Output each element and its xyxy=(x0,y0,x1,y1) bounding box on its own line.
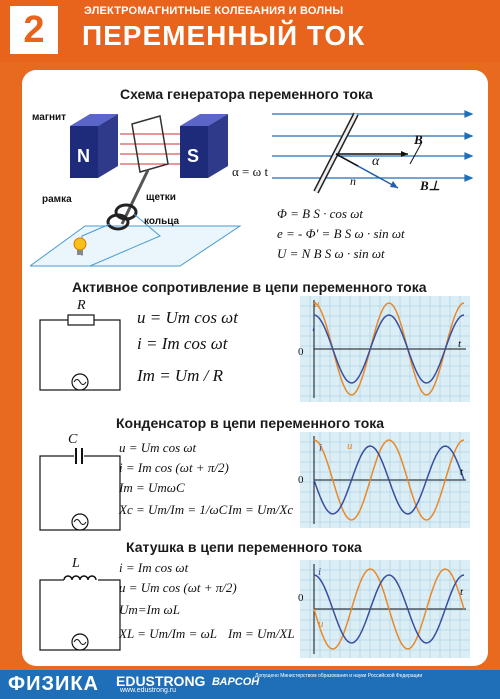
magnet-n-label: N xyxy=(77,146,90,166)
vector-b-label: B xyxy=(414,132,423,147)
header xyxy=(0,0,500,62)
resistor-title: Активное сопротивление в цепи переменного тока xyxy=(72,279,427,295)
page-title: ПЕРЕМЕННЫЙ ТОК xyxy=(82,20,366,51)
resistor-graph xyxy=(300,296,470,402)
capacitor-title: Конденсатор в цепи переменного тока xyxy=(116,415,385,431)
inductor-i-formula: i = Im cos ωt xyxy=(119,560,189,575)
label-rings: кольца xyxy=(144,216,180,227)
inductor-graph-i-label: i xyxy=(318,566,322,578)
inductor-um-formula: Um=Im ωL xyxy=(119,602,180,617)
footer-approval: Допущено Министерством образования и науки Российской Федерации xyxy=(255,673,423,679)
page-subtitle: ЭЛЕКТРОМАГНИТНЫЕ КОЛЕБАНИЯ И ВОЛНЫ xyxy=(84,5,344,17)
footer-subject: ФИЗИКА xyxy=(8,673,99,695)
capacitor-graph-zero-label: 0 xyxy=(298,474,304,486)
inductor-xl-formula: XL = Um/Im = ωL xyxy=(119,626,217,641)
label-brushes: щетки xyxy=(146,192,176,203)
footer-publisher: ВАРСОН xyxy=(212,676,260,688)
magnet-s-label: S xyxy=(187,146,200,166)
inductor-u-formula: u = Um cos (ωt + π/2) xyxy=(119,580,237,595)
label-frame: рамка xyxy=(42,194,72,205)
inductor-circuit xyxy=(36,570,126,656)
resistor-symbol-label: R xyxy=(77,298,86,313)
inductor-graph xyxy=(300,560,470,658)
chapter-number: 2 xyxy=(10,6,58,54)
resistor-u-formula: u = Um cos ωt xyxy=(137,308,238,327)
inductor-im-formula: Im = Um/XL xyxy=(228,626,295,641)
label-magnet: магнит xyxy=(32,112,67,123)
resistor-i-formula: i = Im cos ωt xyxy=(137,334,228,353)
resistor-graph-i-label: i xyxy=(312,322,316,334)
emf-formula: e = - Φ' = B S ω · sin ωt xyxy=(277,226,405,241)
capacitor-i-formula: i = Im cos (ωt + π/2) xyxy=(119,460,229,475)
capacitor-graph-i-label: i xyxy=(319,442,323,454)
inductor-symbol-label: L xyxy=(72,556,80,571)
capacitor-graph xyxy=(300,432,470,528)
resistor-graph-u-label: u xyxy=(314,298,320,310)
inductor-graph-zero-label: 0 xyxy=(298,592,304,604)
capacitor-symbol-label: C xyxy=(68,432,78,447)
inductor-title: Катушка в цепи переменного тока xyxy=(126,539,362,555)
resistor-graph-zero-label: 0 xyxy=(298,346,304,358)
vector-n-label: n xyxy=(350,174,356,188)
poster-sheet xyxy=(22,70,488,666)
angle-alpha-label: α xyxy=(372,154,380,169)
footer-site: www.edustrong.ru xyxy=(120,687,177,694)
footer xyxy=(0,670,500,699)
flux-formula: Φ = B S · cos ωt xyxy=(277,206,363,221)
resistor-circuit xyxy=(36,306,126,396)
capacitor-u-formula: u = Um cos ωt xyxy=(119,440,197,455)
angle-equation: α = ω t xyxy=(232,164,269,179)
capacitor-im2-formula: Im = Um/Xc xyxy=(228,502,294,517)
inductor-graph-u-label: u xyxy=(318,618,324,630)
inductor-graph-t-label: t xyxy=(460,586,464,598)
generator-title: Схема генератора переменного тока xyxy=(120,86,373,102)
vector-diagram xyxy=(272,104,482,199)
resistor-graph-t-label: t xyxy=(458,338,462,350)
capacitor-circuit xyxy=(36,446,126,536)
vector-bperp-label: B⊥ xyxy=(420,178,440,193)
voltage-formula: U = N B S ω · sin ωt xyxy=(277,246,385,261)
resistor-im-formula: Im = Um / R xyxy=(137,366,224,385)
footer-brand: EDUSTRONG xyxy=(116,673,206,689)
capacitor-graph-u-label: u xyxy=(347,440,353,452)
capacitor-im-formula: Im = UmωC xyxy=(119,480,185,495)
capacitor-graph-t-label: t xyxy=(460,466,464,478)
capacitor-xc-formula: Xc = Um/Im = 1/ωC xyxy=(119,502,228,517)
